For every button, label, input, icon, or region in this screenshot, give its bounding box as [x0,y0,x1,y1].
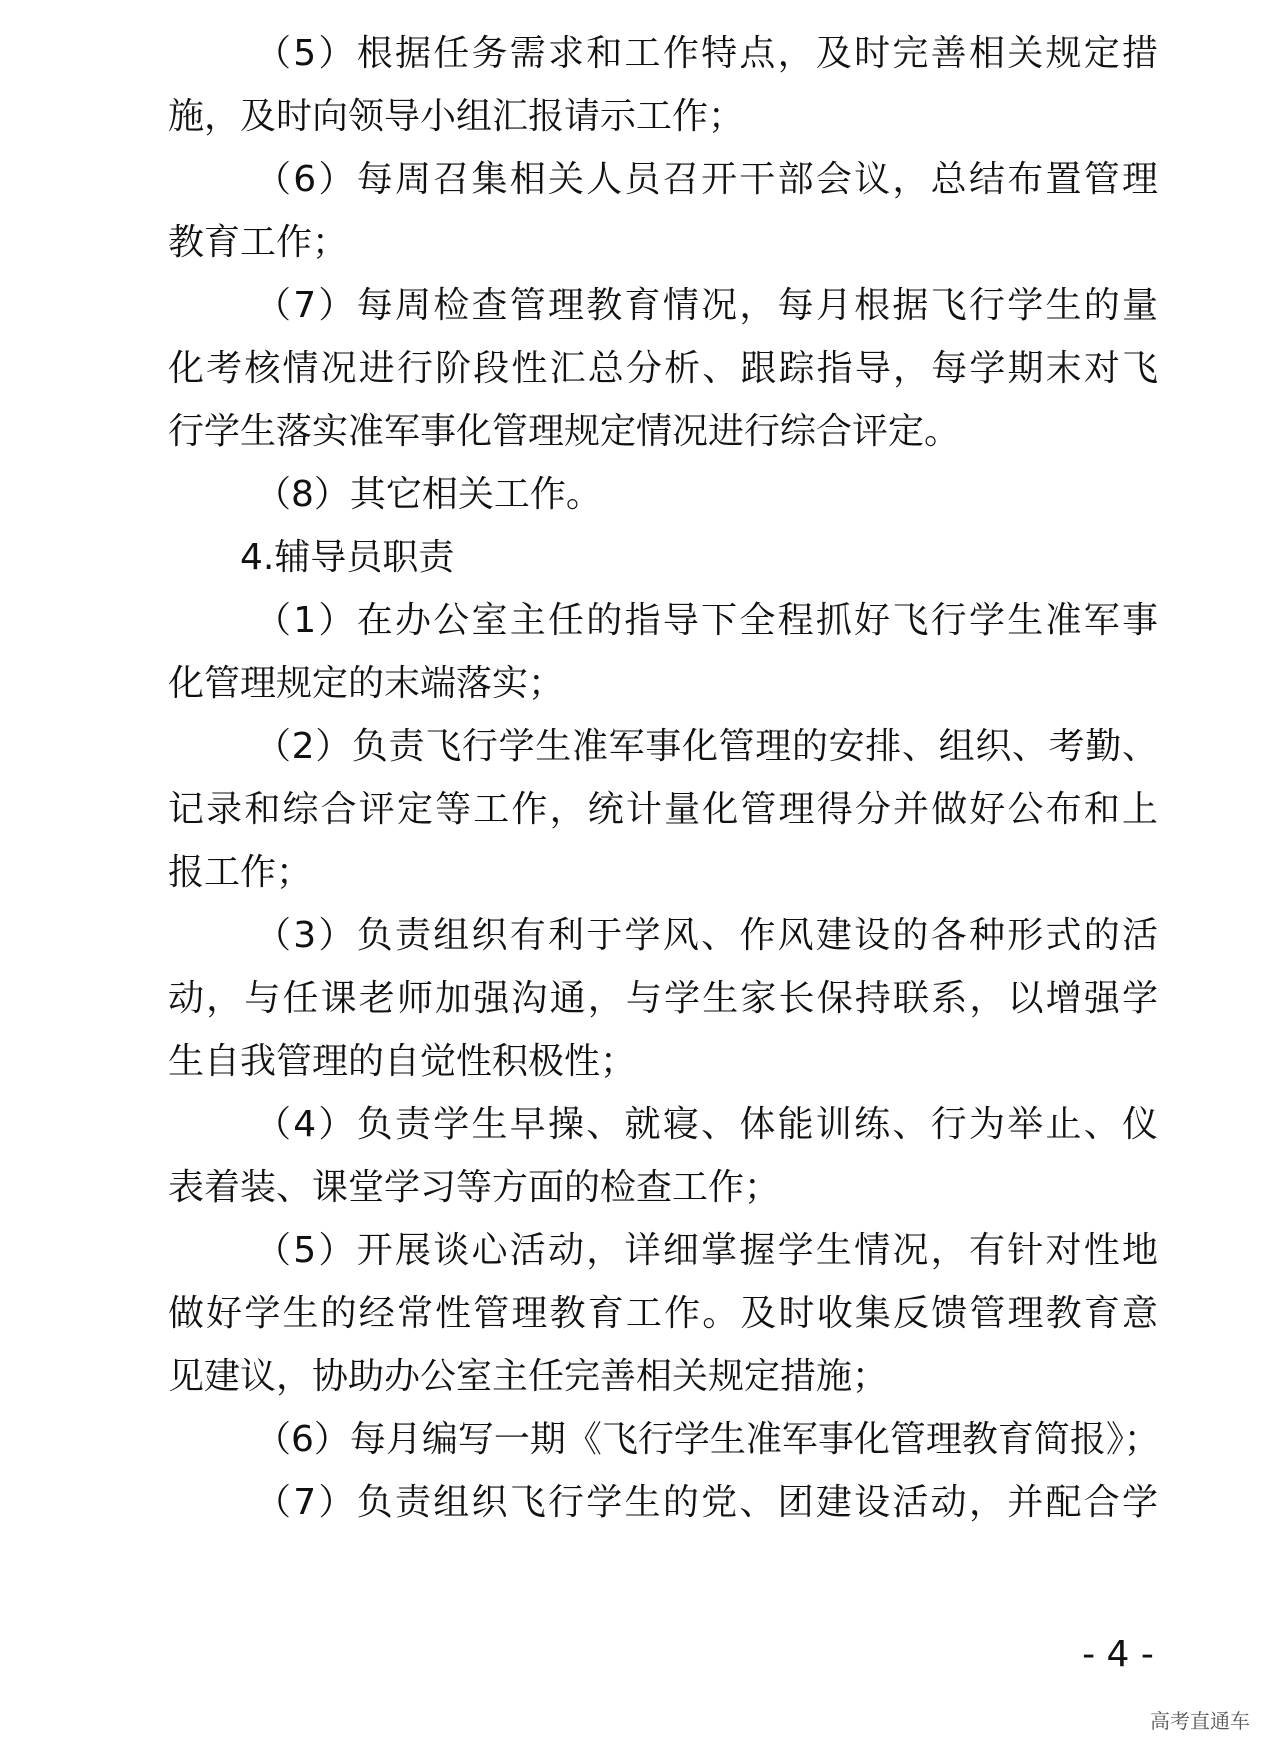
paragraph-line: （1）在办公室主任的指导下全程抓好飞行学生准军事 [255,600,1158,641]
paragraph-line: （2）负责飞行学生准军事化管理的安排、组织、考勤、 [255,726,1158,767]
paragraph-line: 记录和综合评定等工作，统计量化管理得分并做好公布和上 [168,789,1158,830]
paragraph-line: 教育工作； [168,222,349,263]
section-heading: 4.辅导员职责 [240,537,455,578]
paragraph-line: 表着装、课堂学习等方面的检查工作； [168,1167,781,1208]
paragraph-line: （6）每月编写一期《飞行学生准军事化管理教育简报》； [255,1419,1160,1460]
paragraph-line: 行学生落实准军事化管理规定情况进行综合评定。 [168,411,961,452]
watermark-text: 高考直通车 [1150,1709,1250,1733]
paragraph-line: （6）每周召集相关人员召开干部会议，总结布置管理 [255,159,1158,200]
paragraph-line: （3）负责组织有利于学风、作风建设的各种形式的活 [255,915,1158,956]
paragraph-line: （7）负责组织飞行学生的党、团建设活动，并配合学 [255,1482,1158,1523]
paragraph-line: （5）开展谈心活动，详细掌握学生情况，有针对性地 [255,1230,1158,1271]
paragraph-line: 动，与任课老师加强沟通，与学生家长保持联系，以增强学 [168,978,1158,1019]
paragraph-line: （5）根据任务需求和工作特点，及时完善相关规定措 [255,33,1158,74]
paragraph-line: 化管理规定的末端落实； [168,663,565,704]
paragraph-line: （7）每周检查管理教育情况，每月根据飞行学生的量 [255,285,1158,326]
paragraph-line: 施，及时向领导小组汇报请示工作； [168,96,745,137]
page-number: - 4 - [1082,1634,1154,1675]
paragraph-line: （8）其它相关工作。 [255,474,602,515]
paragraph-line: （4）负责学生早操、就寝、体能训练、行为举止、仪 [255,1104,1158,1145]
document-body [168,22,1158,1534]
paragraph-line: 报工作； [168,852,313,893]
paragraph-line: 见建议，协助办公室主任完善相关规定措施； [168,1356,889,1397]
paragraph-line: 生自我管理的自觉性积极性； [168,1041,637,1082]
paragraph-line: 化考核情况进行阶段性汇总分析、跟踪指导，每学期末对飞 [168,348,1158,389]
paragraph-line: 做好学生的经常性管理教育工作。及时收集反馈管理教育意 [168,1293,1158,1334]
